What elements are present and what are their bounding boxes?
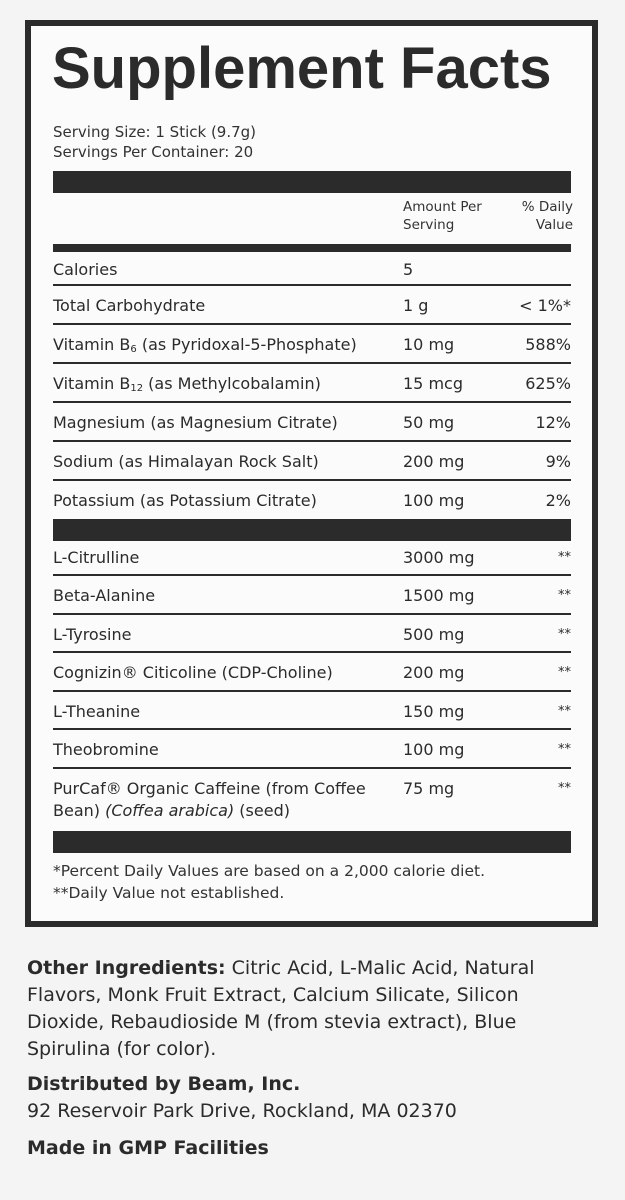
nutrient-dv: 12% — [535, 413, 571, 432]
ingredient-row-l-tyrosine — [53, 624, 571, 653]
nutrient-amount: 10 mg — [403, 335, 455, 354]
address: 92 Reservoir Park Drive, Rockland, MA 02370 — [27, 1100, 457, 1122]
ingredient-dv: ** — [558, 665, 571, 680]
made-in: Made in GMP Facilities — [27, 1137, 269, 1159]
ingredient-amount: 150 mg — [403, 702, 465, 721]
ingredient-row-beta-alanine — [53, 585, 571, 615]
name-part: (seed) — [234, 801, 290, 820]
name-part: (as Pyridoxal-5-Phosphate) — [136, 335, 357, 354]
nutrient-name: Magnesium (as Magnesium Citrate) — [53, 413, 338, 432]
nutrient-row-vitamin-b6 — [53, 334, 571, 364]
name-part: Vitamin B — [53, 335, 131, 354]
divider-bar — [53, 244, 571, 252]
ingredient-name — [53, 778, 393, 822]
nutrient-amount: 200 mg — [403, 452, 465, 471]
nutrient-dv: 2% — [545, 491, 571, 510]
nutrient-amount: 100 mg — [403, 491, 465, 510]
nutrient-name: Potassium (as Potassium Citrate) — [53, 491, 317, 510]
nutrient-row-potassium — [53, 490, 571, 512]
daily-value-header — [522, 198, 573, 234]
ingredient-name: L-Tyrosine — [53, 625, 132, 644]
name-part: Bean) — [53, 801, 106, 820]
nutrient-row-carbohydrate — [53, 295, 571, 325]
footnote-daily-values: *Percent Daily Values are based on a 2,000 calorie diet. — [53, 862, 486, 880]
ingredient-name: L-Theanine — [53, 702, 141, 721]
ingredient-dv: ** — [558, 550, 571, 565]
nutrient-amount: 5 — [403, 260, 414, 279]
ingredient-dv: ** — [558, 742, 571, 757]
botanical-name: (Coffea arabica) — [105, 801, 235, 820]
nutrient-dv: < 1%* — [519, 296, 571, 315]
ingredient-amount: 3000 mg — [403, 548, 475, 567]
nutrient-amount: 15 mcg — [403, 374, 463, 393]
nutrient-name: Total Carbohydrate — [53, 296, 206, 315]
nutrient-row-calories — [53, 259, 571, 286]
dv-header-line1: % Daily — [521, 199, 573, 215]
amount-header-line2: Serving — [403, 217, 455, 233]
ingredient-amount: 1500 mg — [403, 586, 475, 605]
nutrient-dv: 588% — [525, 335, 571, 354]
name-line1: PurCaf® Organic Caffeine (from Coffee — [53, 779, 366, 798]
name-part: (as Methylcobalamin) — [143, 374, 321, 393]
ingredient-name: Beta-Alanine — [53, 586, 156, 605]
nutrient-dv: 9% — [545, 452, 571, 471]
ingredient-dv: ** — [558, 781, 571, 796]
ingredient-row-theobromine — [53, 739, 571, 769]
nutrient-row-sodium — [53, 451, 571, 481]
ingredient-row-l-citrulline — [53, 547, 571, 576]
distributor: Distributed by Beam, Inc. — [27, 1073, 301, 1095]
divider-bar — [53, 519, 571, 541]
footnote-not-established: **Daily Value not established. — [53, 884, 285, 902]
supplement-facts-panel — [25, 20, 598, 927]
name-part: Vitamin B — [53, 374, 131, 393]
ingredient-row-l-theanine — [53, 701, 571, 730]
nutrient-name — [53, 373, 393, 400]
divider-bar — [53, 831, 571, 853]
nutrient-amount: 1 g — [403, 296, 429, 315]
ingredient-name: Theobromine — [53, 740, 159, 759]
ingredient-amount: 100 mg — [403, 740, 465, 759]
ingredient-name: L-Citrulline — [53, 548, 140, 567]
ingredient-amount: 75 mg — [403, 779, 455, 798]
nutrient-amount: 50 mg — [403, 413, 455, 432]
servings-per-container: Servings Per Container: 20 — [53, 143, 254, 161]
ingredient-row-purcaf — [53, 778, 571, 826]
other-ingredients — [27, 955, 597, 1063]
serving-size: Serving Size: 1 Stick (9.7g) — [53, 123, 257, 141]
ingredient-name: Cognizin® Citicoline (CDP-Choline) — [53, 663, 333, 682]
nutrient-name: Calories — [53, 260, 118, 279]
ingredient-dv: ** — [558, 627, 571, 642]
ingredient-amount: 200 mg — [403, 663, 465, 682]
subscript: 12 — [130, 383, 144, 394]
ingredient-dv: ** — [558, 704, 571, 719]
other-ingredients-text: Citric Acid, L-Malic Acid, Natural Flavors, Monk Fruit Extract, Calcium Silicate, Silicon Dioxide, Rebaudioside M (from stevia extract), Blue Spirulina (for color). — [27, 957, 535, 1060]
ingredient-row-cognizin — [53, 662, 571, 692]
divider-bar — [53, 171, 571, 193]
ingredient-amount: 500 mg — [403, 625, 465, 644]
panel-title: Supplement Facts — [52, 36, 552, 101]
dv-header-line2: Value — [535, 217, 573, 233]
ingredient-dv: ** — [558, 588, 571, 603]
amount-header-line1: Amount Per — [403, 199, 482, 215]
amount-header — [403, 198, 482, 234]
nutrient-row-vitamin-b12 — [53, 373, 571, 403]
nutrient-name — [53, 334, 393, 361]
nutrient-name: Sodium (as Himalayan Rock Salt) — [53, 452, 319, 471]
nutrient-row-magnesium — [53, 412, 571, 442]
other-ingredients-label: Other Ingredients: — [27, 957, 226, 979]
subscript: 6 — [130, 344, 137, 355]
nutrient-dv: 625% — [525, 374, 571, 393]
